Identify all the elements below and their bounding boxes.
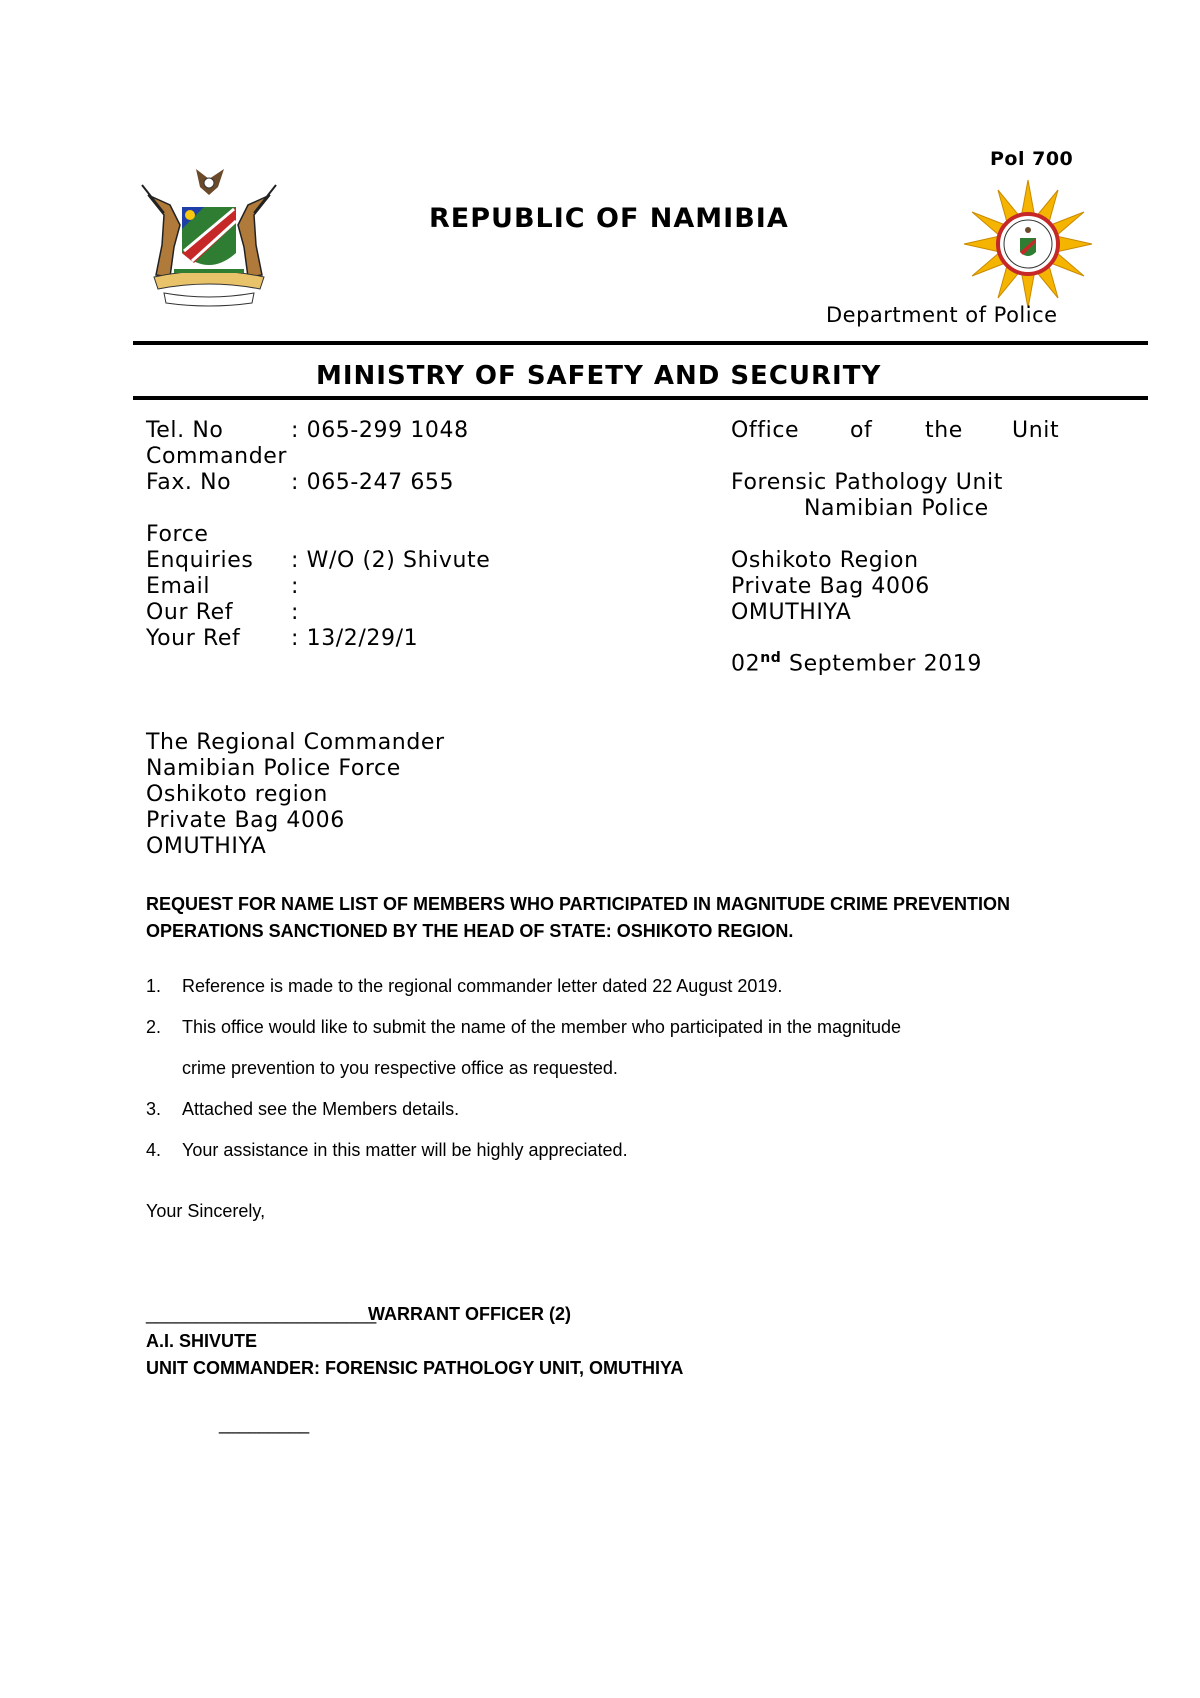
office-bag: Private Bag 4006 — [731, 574, 930, 599]
date-suffix: nd — [760, 650, 782, 666]
email-label: Email — [146, 574, 211, 599]
recipient-line-1: The Regional Commander — [146, 730, 445, 755]
date-rest: September 2019 — [781, 651, 982, 677]
form-code: Pol 700 — [990, 148, 1074, 170]
signature-line: _______________________ — [146, 1304, 377, 1324]
date-day: 02 — [731, 651, 761, 677]
tel-label: Tel. No — [146, 418, 224, 443]
recipient-line-5: OMUTHIYA — [146, 834, 267, 859]
item-2-continuation: crime prevention to you respective office as requested. — [182, 1058, 618, 1078]
item-2-text: This office would like to submit the name of the member who participated in the magnitude — [182, 1017, 902, 1037]
bottom-rule — [133, 396, 1148, 400]
commander-wrap: Commander — [146, 444, 288, 469]
ministry-heading: MINISTRY OF SAFETY AND SECURITY — [316, 361, 882, 391]
item-1-number: 1. — [146, 976, 162, 996]
republic-heading: REPUBLIC OF NAMIBIA — [429, 203, 789, 234]
department-label: Department of Police — [826, 303, 1058, 327]
fax-value: : 065-247 655 — [291, 470, 455, 495]
recipient-line-4: Private Bag 4006 — [146, 808, 345, 833]
item-4-number: 4. — [146, 1140, 162, 1160]
item-1-text: Reference is made to the regional commander letter dated 22 August 2019. — [182, 976, 783, 996]
fax-label: Fax. No — [146, 470, 232, 495]
coat-of-arms-logo — [134, 165, 284, 310]
office-word-4: Unit — [1012, 418, 1060, 443]
signature-rank: WARRANT OFFICER (2) — [368, 1304, 571, 1324]
your-ref-value: : 13/2/29/1 — [291, 626, 419, 651]
your-ref-label: Your Ref — [146, 626, 241, 651]
subject-line-2: OPERATIONS SANCTIONED BY THE HEAD OF STATE: OSHIKOTO REGION. — [146, 921, 794, 941]
top-rule — [133, 341, 1148, 345]
police-star-emblem — [962, 178, 1094, 310]
item-4-text: Your assistance in this matter will be highly appreciated. — [182, 1140, 628, 1160]
enquiries-value: : W/O (2) Shivute — [291, 548, 491, 573]
office-police: Namibian Police — [804, 496, 989, 521]
office-word-3: the — [925, 418, 963, 443]
subject-line-1: REQUEST FOR NAME LIST OF MEMBERS WHO PARTICIPATED IN MAGNITUDE CRIME PREVENTION — [146, 894, 1011, 914]
item-2-number: 2. — [146, 1017, 162, 1037]
short-underline: _________ — [219, 1414, 310, 1434]
office-word-2: of — [850, 418, 873, 443]
office-town: OMUTHIYA — [731, 600, 852, 625]
office-region: Oshikoto Region — [731, 548, 919, 573]
recipient-line-2: Namibian Police Force — [146, 756, 401, 781]
office-word-1: Office — [731, 418, 800, 443]
letter-date — [731, 650, 982, 676]
office-unit: Forensic Pathology Unit — [731, 470, 1003, 495]
signature-title: UNIT COMMANDER: FORENSIC PATHOLOGY UNIT, OMUTHIYA — [146, 1358, 684, 1378]
closing: Your Sincerely, — [146, 1201, 266, 1221]
enquiries-label: Enquiries — [146, 548, 254, 573]
tel-value: : 065-299 1048 — [291, 418, 469, 443]
our-ref-value: : — [291, 600, 300, 625]
force-wrap: Force — [146, 522, 209, 547]
recipient-line-3: Oshikoto region — [146, 782, 328, 807]
our-ref-label: Our Ref — [146, 600, 234, 625]
item-3-text: Attached see the Members details. — [182, 1099, 460, 1119]
email-value: : — [291, 574, 300, 599]
signature-name: A.I. SHIVUTE — [146, 1331, 258, 1351]
item-3-number: 3. — [146, 1099, 162, 1119]
